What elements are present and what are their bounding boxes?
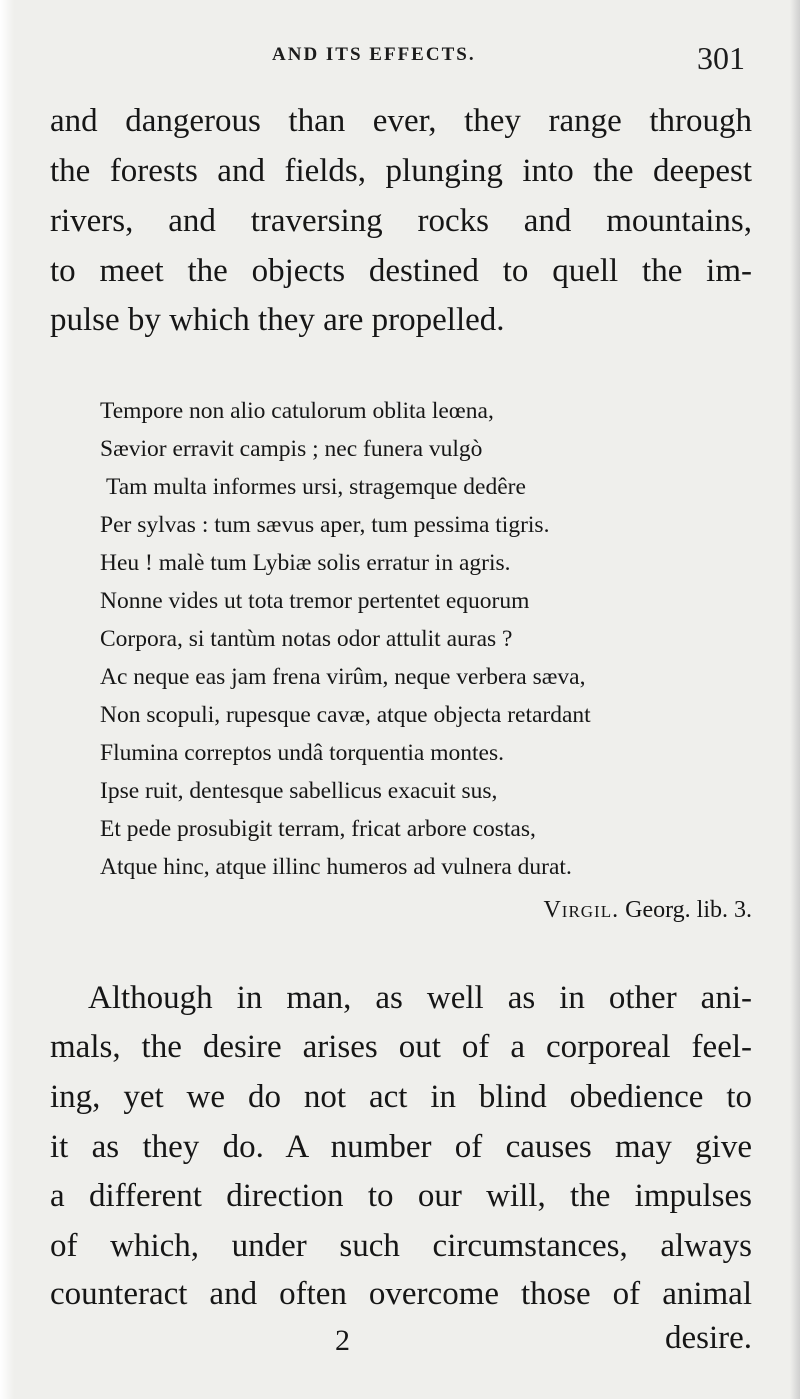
paragraph-2-line: it as they do. A number of causes may give [50, 1129, 752, 1165]
quote-line: Flumina correptos undâ torquentia montes. [100, 740, 504, 766]
paragraph-2-line: of which, under such circumstances, always [50, 1228, 752, 1264]
catchword: desire. [664, 1320, 752, 1356]
paragraph-1-line: pulse by which they are propelled. [50, 302, 505, 338]
attribution-author: Virgil. [543, 897, 620, 923]
quote-line: Atque hinc, atque illinc humeros ad vulnera durat. [100, 854, 572, 880]
page-edge-right [790, 0, 800, 1399]
paragraph-1-line: the forests and fields, plunging into the deepest [50, 153, 752, 189]
quote-line: Tam multa informes ursi, stragemque dedêre [106, 474, 526, 500]
quote-attribution [543, 897, 752, 924]
paragraph-2-line: mals, the desire arises out of a corporeal feel- [50, 1029, 752, 1065]
paragraph-2-line: counteract and often overcome those of animal [50, 1276, 752, 1312]
signature-mark: 2 [335, 1324, 350, 1357]
paragraph-2-line: Although in man, as well as in other ani- [88, 980, 752, 1016]
running-head: AND ITS EFFECTS. [272, 44, 476, 65]
paragraph-2-line: ing, yet we do not act in blind obedience to [50, 1079, 752, 1115]
quote-line: Ac neque eas jam frena virûm, neque verbera sæva, [100, 664, 586, 690]
quote-line: Nonne vides ut tota tremor pertentet equorum [100, 588, 530, 614]
quote-line: Sævior erravit campis ; nec funera vulgò [100, 436, 483, 462]
quote-line: Per sylvas : tum sævus aper, tum pessima tigris. [100, 512, 550, 538]
quote-line: Corpora, si tantùm notas odor attulit auras ? [100, 626, 513, 652]
quote-line: Heu ! malè tum Lybiæ solis erratur in agris. [100, 550, 511, 576]
quote-line: Et pede prosubigit terram, fricat arbore costas, [100, 816, 536, 842]
paragraph-1-line: to meet the objects destined to quell the im- [50, 253, 752, 289]
quote-line: Non scopuli, rupesque cavæ, atque objecta retardant [100, 702, 591, 728]
page-edge-left [0, 0, 14, 1399]
quote-line: Ipse ruit, dentesque sabellicus exacuit sus, [100, 778, 498, 804]
paragraph-1-line: and dangerous than ever, they range through [50, 103, 752, 139]
attribution-work: Georg. lib. 3. [625, 897, 752, 923]
page-number: 301 [697, 40, 745, 76]
quote-line: Tempore non alio catulorum oblita leœna, [100, 398, 494, 424]
paragraph-2-line: a different direction to our will, the impulses [50, 1178, 752, 1214]
paragraph-1-line: rivers, and traversing rocks and mountains, [50, 203, 752, 239]
